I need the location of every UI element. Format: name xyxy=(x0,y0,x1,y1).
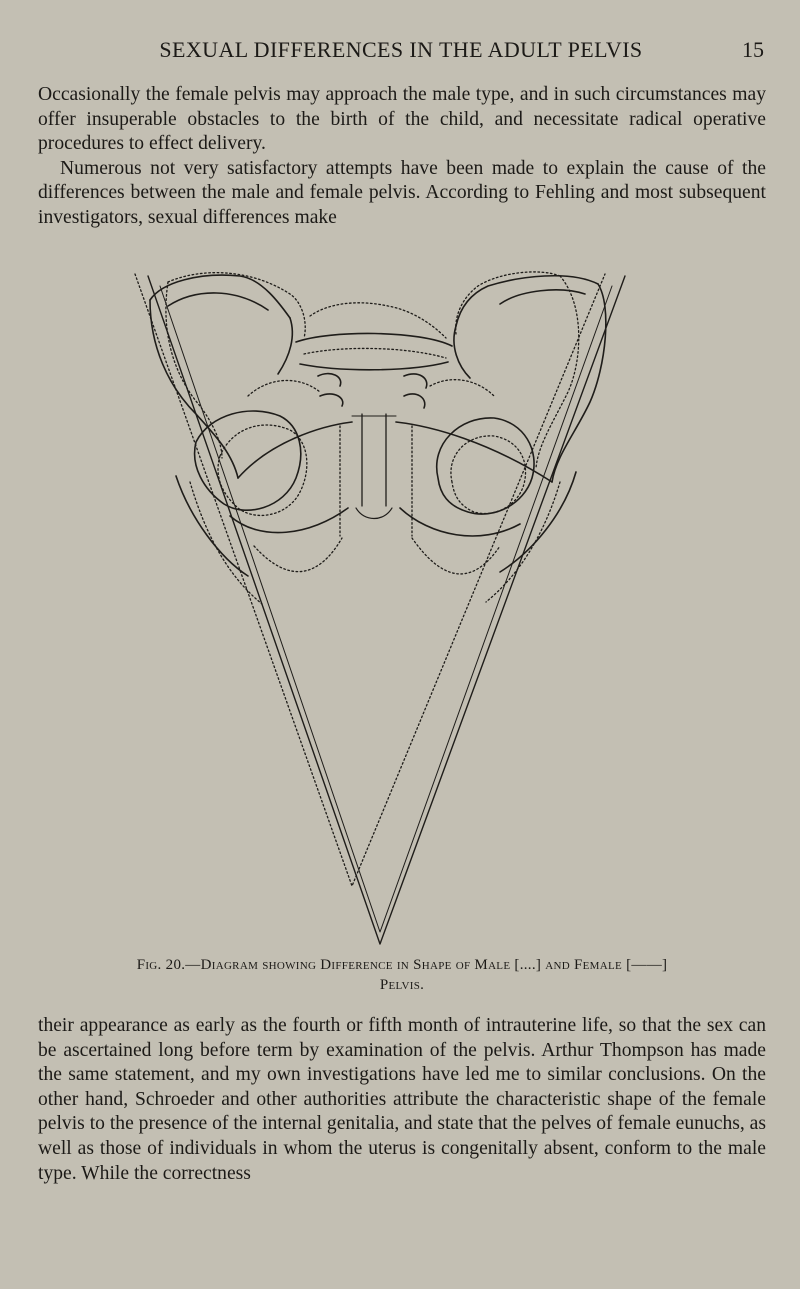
running-title: SEXUAL DIFFERENCES IN THE ADULT PELVIS xyxy=(159,37,643,62)
female-pelvis-outline xyxy=(148,275,625,944)
pelvis-outline-drawing xyxy=(0,246,800,946)
top-text-block xyxy=(38,83,766,231)
figure-caption xyxy=(38,955,766,995)
male-pelvis-outline xyxy=(135,272,605,886)
paragraph-intrauterine: their appearance as early as the fourth or fifth month of intrauterine life, so that the sex can be ascertained long before term by examination of the pelvis. Arthur Thompson has made the same statement, and my own investigations have led me to similar conclusions. On the other hand, Schroeder and other authorities attribute the characteristic shape of the female pelvis to the presence of the internal genitalia, and state that the pelves of female eunuchs, as well as those of individuals in whom the uterus is congenitally absent, conform to the male type. While the correctness xyxy=(38,1015,766,1184)
pelvis-diagram-figure xyxy=(0,246,800,946)
caption-line-2: Pelvis. xyxy=(379,977,425,993)
bottom-text-block xyxy=(38,1014,766,1186)
page-number: 15 xyxy=(742,37,764,62)
caption-line-1: Fig. 20.—Diagram showing Difference in Shape of Male [....] and Female [——] xyxy=(136,957,668,973)
paragraph-delivery: Occasionally the female pelvis may approach the male type, and in such circumstances may offer insuperable obstacles to the birth of the child, and necessitate radical operative procedures to effect delivery. xyxy=(38,84,766,155)
paragraph-fehling: Numerous not very satisfactory attempts have been made to explain the cause of the differences between the male and female pelvis. According to Fehling and most subsequent investigators, sexual differences make xyxy=(38,157,766,228)
running-head xyxy=(38,36,764,66)
